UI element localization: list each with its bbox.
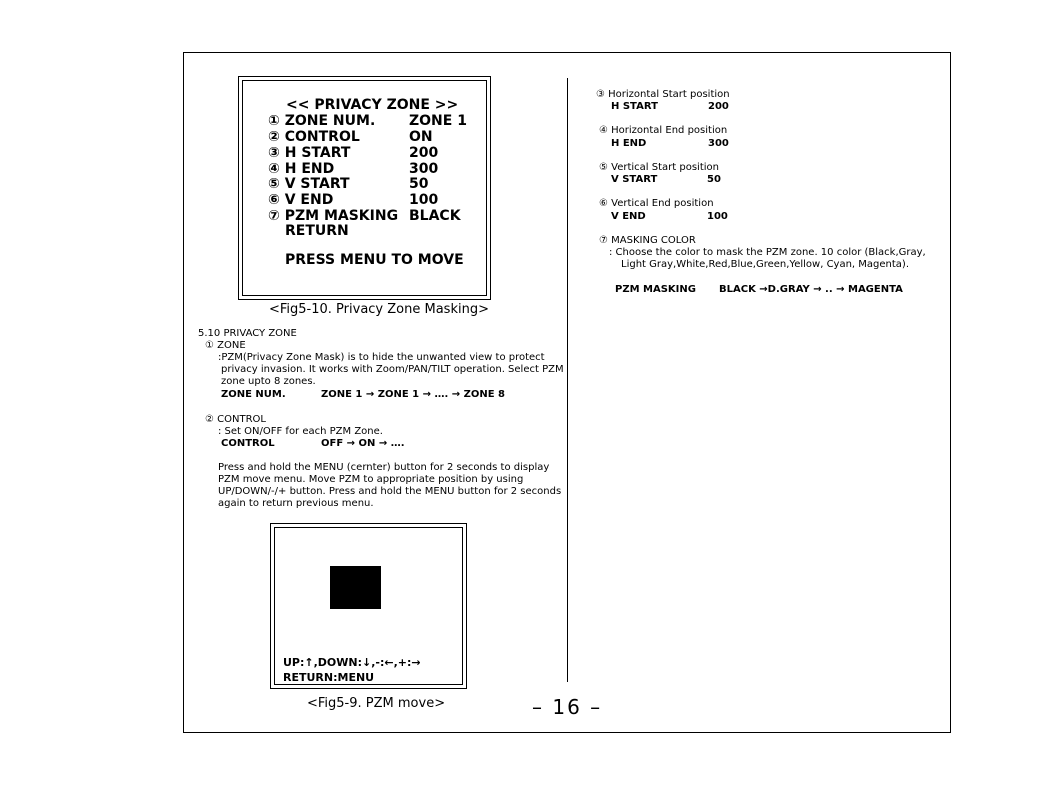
press-text-line: PZM move menu. Move PZM to appropriate position by using [218, 474, 524, 485]
section-heading: 5.10 PRIVACY ZONE [198, 328, 297, 339]
hstart-title: ③ Horizontal Start position [596, 89, 730, 100]
figure-caption-5-10: <Fig5-10. Privacy Zone Masking> [269, 302, 489, 317]
move-return-text: RETURN:MENU [283, 671, 375, 684]
move-controls-text: UP:↑,DOWN:↓,-:←,+:→ [283, 656, 421, 669]
menu-row-label: ② CONTROL [268, 129, 360, 145]
privacy-zone-menu-figure [238, 76, 491, 300]
menu-row-value: BLACK [409, 208, 461, 224]
page-number: – 16 – [532, 695, 603, 719]
menu-row-label: ⑤ V START [268, 176, 350, 192]
zone-text-line: privacy invasion. It works with Zoom/PAN/TILT operation. Select PZM [221, 364, 564, 375]
vstart-value: 50 [707, 174, 721, 185]
control-subheading: ② CONTROL [205, 414, 266, 425]
masking-text-line: Light Gray,White,Red,Blue,Green,Yellow, Cyan, Magenta). [621, 259, 910, 270]
vend-title: ⑥ Vertical End position [599, 198, 714, 209]
control-text-line: : Set ON/OFF for each PZM Zone. [218, 426, 383, 437]
press-text-line: Press and hold the MENU (cernter) button for 2 seconds to display [218, 462, 550, 473]
menu-title: << PRIVACY ZONE >> [286, 97, 459, 113]
hend-value: 300 [708, 138, 729, 149]
menu-row-label: ① ZONE NUM. [268, 113, 376, 129]
control-label: CONTROL [221, 438, 275, 449]
menu-row-value: ON [409, 129, 433, 145]
menu-row-label: ⑥ V END [268, 192, 334, 208]
zone-text-line: zone upto 8 zones. [221, 376, 316, 387]
hend-label: H END [611, 138, 647, 149]
hstart-value: 200 [708, 101, 729, 112]
pzm-move-figure [270, 523, 467, 689]
menu-row-label: ③ H START [268, 145, 351, 161]
menu-row-value: 100 [409, 192, 439, 208]
control-sequence: OFF → ON → …. [321, 438, 405, 449]
menu-row-value: 50 [409, 176, 429, 192]
zone-text-line: :PZM(Privacy Zone Mask) is to hide the unwanted view to protect [218, 352, 545, 363]
zone-subheading: ① ZONE [205, 340, 246, 351]
hend-title: ④ Horizontal End position [599, 125, 728, 136]
menu-row-value: 300 [409, 161, 439, 177]
vend-value: 100 [707, 211, 728, 222]
privacy-mask-rectangle [330, 566, 381, 609]
menu-row-value: 200 [409, 145, 439, 161]
figure-caption-5-9: <Fig5-9. PZM move> [307, 696, 446, 711]
masking-text-line: : Choose the color to mask the PZM zone. 10 color (Black,Gray, [609, 247, 926, 258]
pzm-masking-sequence: BLACK →D.GRAY → .. → MAGENTA [719, 284, 903, 295]
zone-num-label: ZONE NUM. [221, 389, 286, 400]
vend-label: V END [611, 211, 646, 222]
masking-title: ⑦ MASKING COLOR [599, 235, 696, 246]
move-inner-frame [274, 527, 463, 685]
menu-row-label: ⑦ PZM MASKING [268, 208, 399, 224]
vstart-label: V START [611, 174, 658, 185]
pzm-masking-label: PZM MASKING [615, 284, 696, 295]
menu-row-label: ④ H END [268, 161, 335, 177]
press-text-line: UP/DOWN/-/+ button. Press and hold the MENU button for 2 seconds [218, 486, 562, 497]
menu-row-value: ZONE 1 [409, 113, 467, 129]
zone-num-sequence: ZONE 1 → ZONE 1 → …. → ZONE 8 [321, 389, 505, 400]
menu-inner-frame [242, 80, 487, 296]
vstart-title: ⑤ Vertical Start position [599, 162, 719, 173]
menu-press-to-move: PRESS MENU TO MOVE [285, 252, 464, 268]
menu-return: RETURN [285, 223, 349, 239]
press-text-line: again to return previous menu. [218, 498, 374, 509]
column-divider [567, 78, 568, 682]
hstart-label: H START [611, 101, 658, 112]
